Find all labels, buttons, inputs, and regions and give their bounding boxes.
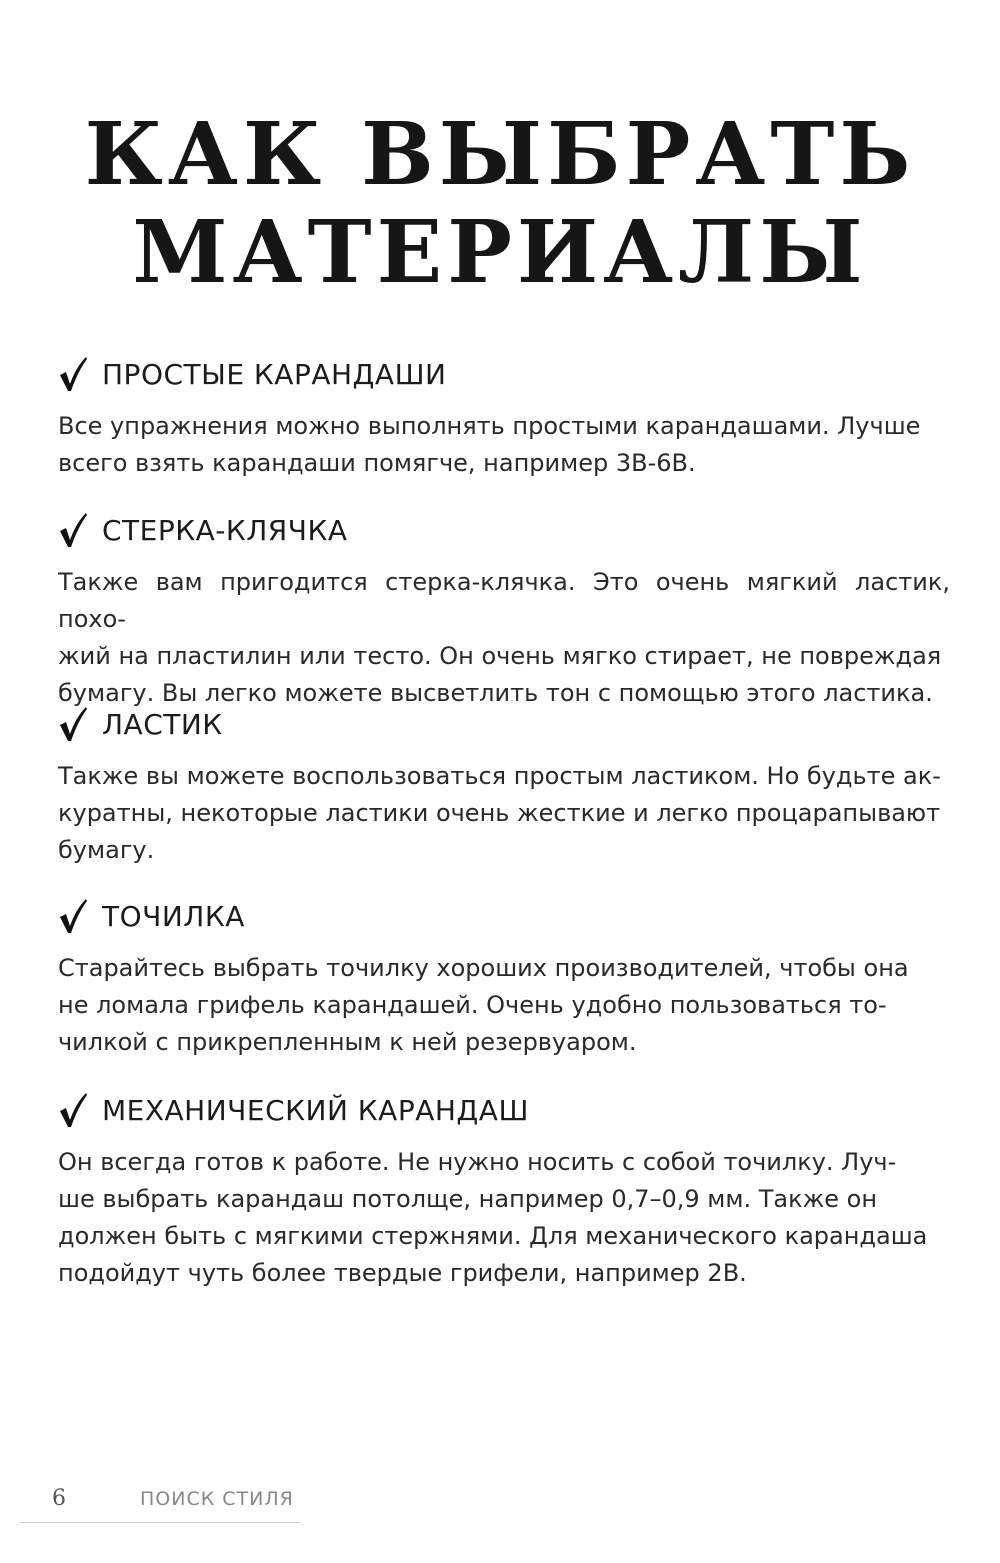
section-eraser [58, 702, 950, 869]
body-line: Он всегда готов к работе. Не нужно носить с собой точилку. Луч- [58, 1148, 897, 1176]
section-heading [58, 1088, 950, 1132]
section-body [58, 758, 950, 869]
section-body [58, 408, 950, 482]
body-line: Старайтесь выбрать точилку хороших производителей, чтобы она [58, 954, 909, 982]
section-heading [58, 894, 950, 938]
section-mechanical-pencil [58, 1088, 950, 1292]
body-line: бумагу. [58, 836, 155, 864]
section-heading [58, 352, 950, 396]
section-heading-text: ПРОСТЫЕ КАРАНДАШИ [102, 357, 447, 391]
section-body [58, 564, 950, 712]
page-title-line-2: МАТЕРИАЛЫ [132, 202, 868, 303]
checkmark-icon [58, 511, 88, 549]
section-kneaded-eraser [58, 508, 950, 712]
body-line: куратны, некоторые ластики очень жесткие и легко процарапывают [58, 799, 941, 827]
body-line: не ломала грифель карандашей. Очень удобно пользоваться то- [58, 991, 887, 1019]
body-line: должен быть с мягкими стержнями. Для механического карандаша [58, 1222, 928, 1250]
body-line: подойдут чуть более твердые грифели, например 2B. [58, 1259, 747, 1287]
body-line: всего взять карандаши помягче, например 3B-6B. [58, 449, 696, 477]
section-heading [58, 702, 950, 746]
body-line: бумагу. Вы легко можете высветлить тон с помощью этого ластика. [58, 679, 933, 707]
body-line: чилкой с прикрепленным к ней резервуаром. [58, 1028, 637, 1056]
section-body [58, 1144, 950, 1292]
running-title: ПОИСК СТИЛЯ [140, 1488, 294, 1510]
section-sharpener [58, 894, 950, 1061]
page-number: 6 [52, 1486, 66, 1511]
section-simple-pencils [58, 352, 950, 482]
checkmark-icon [58, 355, 88, 393]
body-line: Все упражнения можно выполнять простыми карандашами. Лучше [58, 412, 921, 440]
checkmark-icon [58, 897, 88, 935]
section-heading-text: МЕХАНИЧЕСКИЙ КАРАНДАШ [102, 1093, 529, 1127]
section-heading [58, 508, 950, 552]
body-line: Также вы можете воспользоваться простым ластиком. Но будьте ак- [58, 762, 941, 790]
footer-divider [20, 1522, 300, 1523]
section-heading-text: ТОЧИЛКА [102, 899, 245, 933]
body-line: Также вам пригодится стерка-клячка. Это очень мягкий ластик, похо- [58, 568, 950, 633]
checkmark-icon [58, 705, 88, 743]
section-heading-text: ЛАСТИК [102, 707, 223, 741]
checkmark-icon [58, 1091, 88, 1129]
body-line: жий на пластилин или тесто. Он очень мягко стирает, не повреждая [58, 642, 942, 670]
body-line: ше выбрать карандаш потолще, например 0,7–0,9 мм. Также он [58, 1185, 878, 1213]
section-heading-text: СТЕРКА-КЛЯЧКА [102, 513, 348, 547]
page-title-line-1: КАК ВЫБРАТЬ [84, 104, 916, 205]
section-body [58, 950, 950, 1061]
